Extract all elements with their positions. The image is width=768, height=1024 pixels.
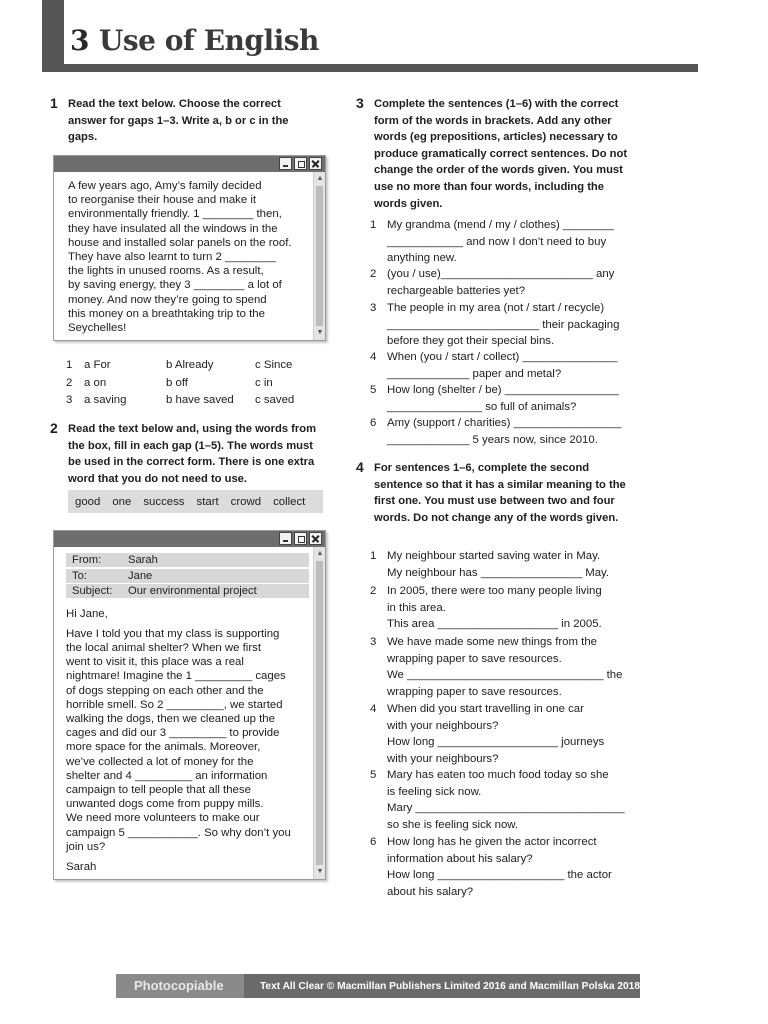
- email-line: join us?: [66, 840, 106, 853]
- sentence-line: How long ___________________ journeys: [387, 736, 605, 748]
- option-num: 1: [66, 359, 73, 371]
- sentence-text: [387, 834, 639, 900]
- sentence-line: Mary has eaten too much food today so she: [387, 769, 609, 781]
- reading-text: [68, 179, 309, 335]
- scroll-up-icon: ▲: [316, 175, 324, 182]
- copyright-credit: Text All Clear © Macmillan Publishers Limited 2016 and Macmillan Polska 2018: [259, 980, 640, 992]
- word-box-item: start: [196, 495, 219, 508]
- word-box-item: crowd: [230, 495, 262, 508]
- email-line: cages and did our 3 _________ to provide: [66, 727, 280, 740]
- email-body: [66, 627, 309, 854]
- email-line: nightmare! Imagine the 1 _________ cages: [66, 670, 286, 683]
- sentence-line: In 2005, there were too many people living: [387, 585, 602, 597]
- exercise-number: 4: [356, 459, 364, 475]
- email-window: [53, 530, 326, 880]
- sentence-line: (you / use)________________________ any: [387, 268, 615, 280]
- email-line: walking the dogs, then we cleaned up the: [66, 712, 275, 725]
- email-line: of dogs stepping on each other and the: [66, 684, 264, 697]
- email-line: Have I told you that my class is supporting: [66, 627, 280, 640]
- minimize-icon: [279, 157, 292, 170]
- scroll-thumb: [316, 186, 323, 326]
- exercise-number: 3: [356, 95, 364, 111]
- subject-value: Our environmental project: [128, 585, 257, 597]
- text-line: They have also learnt to turn 2 ________: [68, 251, 276, 264]
- option-c: c in: [255, 376, 273, 389]
- maximize-icon: [294, 157, 307, 170]
- text-line: house and installed solar panels on the roof.: [68, 236, 292, 249]
- sentence-text: [387, 300, 639, 350]
- sentence-number: 2: [370, 585, 377, 597]
- sentence-text: [387, 701, 639, 767]
- page-footer: [116, 974, 640, 998]
- sentence-number: 6: [370, 417, 377, 429]
- header-rule: [42, 64, 698, 72]
- exercise-2-heading: [50, 421, 325, 487]
- word-box-item: one: [112, 495, 132, 508]
- sentence-line: This area ___________________ in 2005.: [387, 618, 602, 630]
- scroll-down-icon: ▼: [316, 868, 324, 875]
- window-scrollbar: [313, 172, 325, 340]
- sentence-line: _____________ 5 years now, since 2010.: [387, 433, 598, 446]
- sentence-text: [387, 583, 639, 633]
- sentence-number: 3: [370, 636, 377, 648]
- sentence-line: How long ____________________ the actor: [387, 869, 612, 881]
- email-signoff: Sarah: [66, 860, 97, 873]
- exercise-number: 2: [50, 420, 58, 436]
- sentence-number: 3: [370, 302, 377, 314]
- sentence-line: with your neighbours?: [387, 719, 499, 732]
- option-num: 3: [66, 394, 73, 406]
- scroll-thumb: [316, 561, 323, 865]
- exercise-instructions: For sentences 1–6, complete the second sentence so that it has a similar meaning to the first one. You must use between two and four words. Do not change any of the words given.: [374, 462, 626, 524]
- email-line: we’ve collected a lot of money for the: [66, 755, 254, 768]
- option-b: b off: [166, 376, 188, 389]
- text-line: money. And now they’re going to spend: [68, 293, 267, 306]
- email-line: horrible smell. So 2 _________, we started: [66, 698, 283, 711]
- text-line: the lights in unused rooms. As a result,: [68, 265, 264, 278]
- word-box-item: good: [75, 495, 101, 508]
- close-icon: [309, 532, 322, 545]
- email-line: more space for the animals. Moreover,: [66, 741, 261, 754]
- sentence-line: before they got their special bins.: [387, 335, 555, 347]
- sentence-line: is feeling sick now.: [387, 785, 482, 798]
- text-line: to reorganise their house and make it: [68, 194, 257, 207]
- exercise-instructions: Read the text below. Choose the correct answer for gaps 1–3. Write a, b or c in the gaps.: [68, 98, 289, 144]
- exercise-4-heading: [356, 460, 634, 526]
- sentence-text: [387, 382, 639, 415]
- sentence-number: 4: [370, 703, 377, 715]
- sentence-line: We have made some new things from the: [387, 636, 597, 648]
- sentence-line: When did you start travelling in one car: [387, 703, 584, 715]
- sentence-line: The people in my area (not / start / recycle): [387, 302, 605, 314]
- from-label: From:: [72, 554, 102, 566]
- sentence-line: My neighbour started saving water in May.: [387, 550, 601, 562]
- text-line: this money on a breathtaking trip to the: [68, 307, 265, 320]
- word-box-item: success: [143, 495, 185, 508]
- option-c: c Since: [255, 359, 293, 371]
- email-subject-field: [66, 584, 309, 598]
- sentence-line: ________________________ their packaging: [387, 318, 620, 331]
- to-label: To:: [72, 569, 87, 582]
- sentence-line: so she is feeling sick now.: [387, 818, 519, 831]
- option-a: a For: [84, 359, 111, 371]
- sentence-line: in this area.: [387, 601, 446, 614]
- window-titlebar: [54, 156, 325, 172]
- email-content: [66, 553, 309, 874]
- sentence-text: [387, 634, 639, 700]
- sentence-number: 1: [370, 550, 377, 562]
- header-accent-bar: [42, 0, 64, 72]
- sentence-number: 4: [370, 351, 377, 363]
- option-a: a on: [84, 376, 107, 389]
- window-scrollbar: [313, 547, 325, 879]
- close-icon: [309, 157, 322, 170]
- sentence-line: _______________ so full of animals?: [387, 400, 577, 413]
- sentence-line: Amy (support / charities) _________________: [387, 417, 622, 429]
- sentence-line: rechargeable batteries yet?: [387, 284, 526, 297]
- email-line: We need more volunteers to make our: [66, 812, 260, 825]
- scroll-down-icon: ▼: [316, 329, 324, 336]
- email-line: the local animal shelter? When we first: [66, 641, 261, 654]
- option-a: a saving: [84, 394, 127, 406]
- sentence-text: [387, 767, 639, 833]
- email-line: shelter and 4 _________ an information: [66, 769, 268, 782]
- unit-title: Use of English: [98, 24, 319, 57]
- minimize-icon: [279, 532, 292, 545]
- sentence-text: [387, 349, 639, 382]
- maximize-icon: [294, 532, 307, 545]
- to-value: Jane: [128, 569, 153, 582]
- sentence-line: ____________ and now I don’t need to buy: [387, 235, 607, 248]
- window-titlebar: [54, 531, 325, 547]
- from-value: Sarah: [128, 554, 158, 566]
- text-line: Seychelles!: [68, 322, 127, 335]
- word-box: [68, 490, 323, 513]
- subject-label: Subject:: [72, 585, 113, 597]
- exercise-3-heading: [356, 96, 634, 212]
- text-line: they have insulated all the windows in the: [68, 222, 278, 235]
- sentence-number: 5: [370, 384, 377, 396]
- sentence-number: 5: [370, 769, 377, 781]
- option-b: b have saved: [166, 394, 234, 406]
- sentence-line: How long (shelter / be) __________________: [387, 384, 619, 396]
- sentence-text: [387, 548, 639, 581]
- text-window-1: [53, 155, 326, 341]
- sentence-line: information about his salary?: [387, 852, 533, 865]
- sentence-line: My neighbour has ________________ May.: [387, 566, 610, 579]
- email-line: went to visit it, this place was a real: [66, 656, 244, 669]
- exercise-1-heading: [50, 96, 300, 146]
- email-line: unwanted dogs come from puppy mills.: [66, 798, 264, 811]
- sentence-line: Mary _________________________________: [387, 802, 625, 814]
- unit-number: 3: [70, 24, 89, 57]
- text-line: environmentally friendly. 1 ________ then,: [68, 208, 282, 221]
- option-c: c saved: [255, 394, 295, 406]
- text-line: A few years ago, Amy’s family decided: [68, 180, 262, 192]
- sentence-line: wrapping paper to save resources.: [387, 652, 562, 665]
- sentence-text: [387, 415, 639, 448]
- sentence-text: [387, 266, 639, 299]
- exercise-number: 1: [50, 95, 58, 111]
- email-to-field: [66, 569, 309, 583]
- option-num: 2: [66, 376, 73, 389]
- sentence-line: We _______________________________ the: [387, 669, 623, 681]
- word-box-item: collect: [273, 495, 306, 508]
- sentence-line: anything new.: [387, 252, 457, 264]
- email-line: campaign to tell people that all these: [66, 783, 251, 796]
- option-b: b Already: [166, 359, 214, 371]
- sentence-line: _____________ paper and metal?: [387, 367, 562, 380]
- sentence-line: How long has he given the actor incorrect: [387, 836, 597, 848]
- sentence-line: When (you / start / collect) _______________: [387, 351, 618, 363]
- scroll-up-icon: ▲: [316, 550, 324, 557]
- sentence-line: My grandma (mend / my / clothes) ________: [387, 219, 614, 231]
- email-greeting: Hi Jane,: [66, 607, 108, 620]
- email-from-field: [66, 553, 309, 567]
- sentence-line: wrapping paper to save resources.: [387, 685, 562, 698]
- sentence-text: [387, 217, 639, 267]
- email-line: campaign 5 ___________. So why don’t you: [66, 826, 291, 839]
- page-title: [70, 24, 319, 57]
- sentence-number: 6: [370, 836, 377, 848]
- sentence-number: 1: [370, 219, 377, 231]
- sentence-line: about his salary?: [387, 885, 474, 898]
- exercise-instructions: Read the text below and, using the words from the box, fill in each gap (1–5). The words must be used in the correct form. There is one extra word that you do not need to use.: [68, 423, 317, 485]
- sentence-line: with your neighbours?: [387, 752, 499, 765]
- exercise-instructions: Complete the sentences (1–6) with the correct form of the words in brackets. Add any other words (eg prepositions, articles) necessary to produce gramatically correct sentences. Do not change the order of the words given. You must use no more than four words, including the words given.: [374, 98, 628, 210]
- photocopiable-label: Photocopiable: [116, 974, 244, 998]
- text-line: by saving energy, they 3 ________ a lot of: [68, 279, 282, 292]
- sentence-number: 2: [370, 268, 377, 280]
